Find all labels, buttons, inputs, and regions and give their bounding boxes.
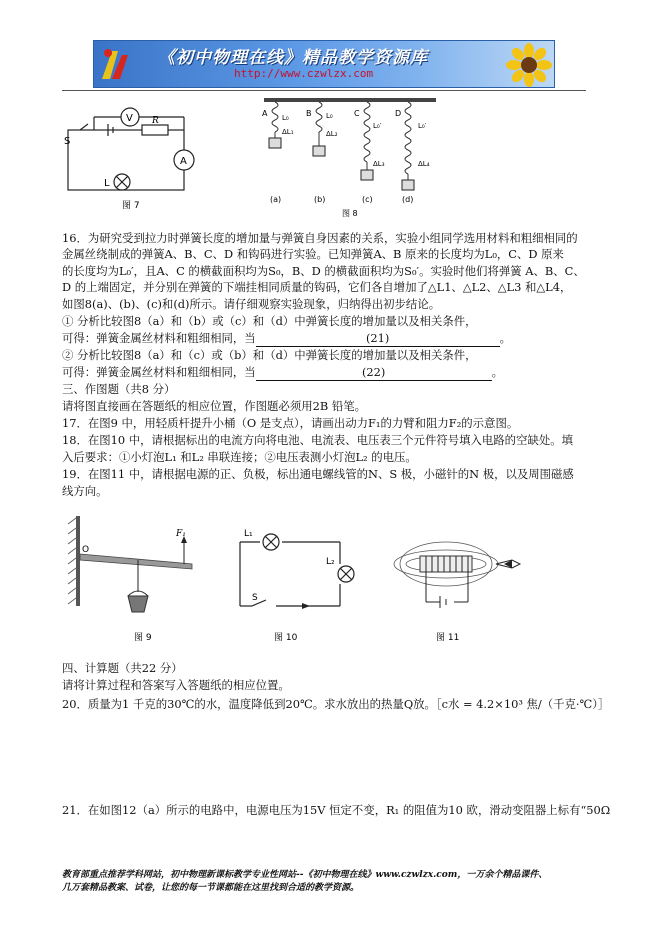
q16-sub-2: ② 分析比较图8（a）和（c）或（b）和（d）中弹簧长度的增加量以及相关条件， [62,348,477,362]
fig8-len-a: L₀ [282,114,289,122]
figure-7-circuit [60,104,210,212]
q18-line-1: 18．在图10 中，请根据标出的电流方向将电池、电流表、电压表三个元件符号填入电路的空缺处。填 [62,433,574,447]
q16-answer-2-end: 。 [491,365,504,379]
fig9-caption: 图 9 [134,633,152,643]
fig9-pivot-label: O [82,545,90,555]
figure-9-lever [66,516,206,646]
fig8-sub-c: (c) [362,195,373,204]
q16-line-5: 如图8(a)、(b)、(c)和(d)所示。请仔细观察实验现象，归纳得出初步结论。 [62,297,441,311]
q16-answer-1-end: 。 [499,331,512,345]
fig8-spring-c: C [354,109,360,118]
q16-line-3: 的长度均为L₀′，且A、C 的横截面积均为S₀，B、D 的横截面积均为S₀′。实验时他们将弹簧 A、B、C、 [62,264,585,278]
q18-line-2: 入后要求：①小灯泡L₁ 和L₂ 串联连接；②电压表测小灯泡L₂ 的电压。 [62,450,417,464]
figure-8-springs [258,94,444,220]
figure-11-solenoid [390,526,526,646]
footer-line-2: 几万套精品教案、试卷，让您的每一节课都能在这里找到合适的教学资源。 [62,883,360,893]
fig8-spring-b: B [306,109,312,118]
figure-10-circuit [230,522,370,646]
answer-blank-22[interactable]: (22) [256,365,492,381]
answer-blank-21[interactable]: (21) [256,331,500,347]
q19-line-1: 19．在图11 中，请根据电源的正、负极，标出通电螺线管的N、S 极，小磁针的N 极，以及周围磁感 [62,467,574,481]
fig8-spring-d: D [395,109,402,118]
fig10-l1-label: L₁ [244,529,253,539]
q19-line-2: 线方向。 [62,484,108,498]
fig11-caption: 图 11 [436,633,460,643]
fig8-len-c: L₀′ [373,122,382,130]
fig8-len-d: L₀′ [418,122,427,130]
fig7-a-label: A [180,156,187,167]
banner-url[interactable]: http://www.czwlzx.com [234,67,374,80]
fig10-l2-label: L₂ [326,557,335,567]
q16-line-2: 金属丝绕制成的弹簧A、B、C、D 和钩码进行实验。已知弹簧A、B 原来的长度均为L₀，C、D 原来 [62,247,564,261]
q21-text: 21．在如图12（a）所示的电路中，电源电压为15V 恒定不变，R₁ 的阻值为10 欧，滑动变阻器上标有“50Ω [62,803,611,817]
fig10-caption: 图 10 [274,633,298,643]
section-4-instructions: 请将计算过程和答案写入答题纸的相应位置。 [62,678,290,692]
fig8-spring-a: A [262,109,268,118]
q20-text: 20．质量为1 千克的30℃的水，温度降低到20℃。求水放出的热量Q放。［c水 = 4.2×10³ 焦/（千克·℃）］ [62,697,610,711]
fig7-s-label: S [64,136,71,147]
q16-line-4: D 的上端固定，并分别在弹簧的下端挂相同质量的钩码，它们各自增加了△L1、△L2、△L3 和△L4， [62,280,572,294]
fig7-l-label: L [104,178,110,189]
q16-answer-2 [62,365,503,381]
fig8-dl2: ΔL₂ [326,130,338,138]
q16-answer-1 [62,331,511,347]
header-rule [62,90,586,91]
banner-title: 《初中物理在线》精品教学资源库 [158,48,428,68]
fig8-dl1: ΔL₁ [282,128,294,136]
q16-sub-1: ① 分析比较图8（a）和（b）或（c）和（d）中弹簧长度的增加量以及相关条件， [62,314,477,328]
fig8-sub-b: (b) [314,195,326,204]
sunflower-icon [506,43,552,87]
fig8-sub-a: (a) [270,195,282,204]
fig8-sub-d: (d) [402,195,414,204]
section-3-instructions: 请将图直接画在答题纸的相应位置，作图题必须用2B 铅笔。 [62,399,367,413]
fig8-dl4: ΔL₄ [418,160,430,168]
q16-answer-2-prefix: 可得：弹簧金属丝材料和粗细相同，当 [62,365,256,379]
site-logo-icon [98,45,134,83]
fig7-caption: 图 7 [122,201,140,211]
section-3-heading: 三、作图题（共8 分） [62,382,176,396]
fig7-v-label: V [126,113,133,124]
fig8-len-b: L₀ [326,112,333,120]
q16-answer-1-prefix: 可得：弹簧金属丝材料和粗细相同，当 [62,331,256,345]
fig10-s-label: S [252,593,258,603]
fig9-force-label: F₁ [176,529,186,539]
footer-line-1: 教育部重点推荐学科网站，初中物理新课标教学专业性网站--《初中物理在线》www.czwlzx.com，一万余个精品课件、 [62,870,548,880]
section-4-heading: 四、计算题（共22 分） [62,661,183,675]
site-banner [93,40,555,88]
fig8-caption: 图 8 [342,209,358,218]
q17-text: 17．在图9 中，用轻质杆提升小桶（O 是支点），请画出动力F₁的力臂和阻力F₂的示意图。 [62,416,519,430]
fig8-dl3: ΔL₃ [373,160,385,168]
fig7-r-label: R [152,116,159,126]
q16-line-1: 16．为研究受到拉力时弹簧长度的增加量与弹簧自身因素的关系，实验小组同学选用材料和粗细相同的 [62,231,578,245]
